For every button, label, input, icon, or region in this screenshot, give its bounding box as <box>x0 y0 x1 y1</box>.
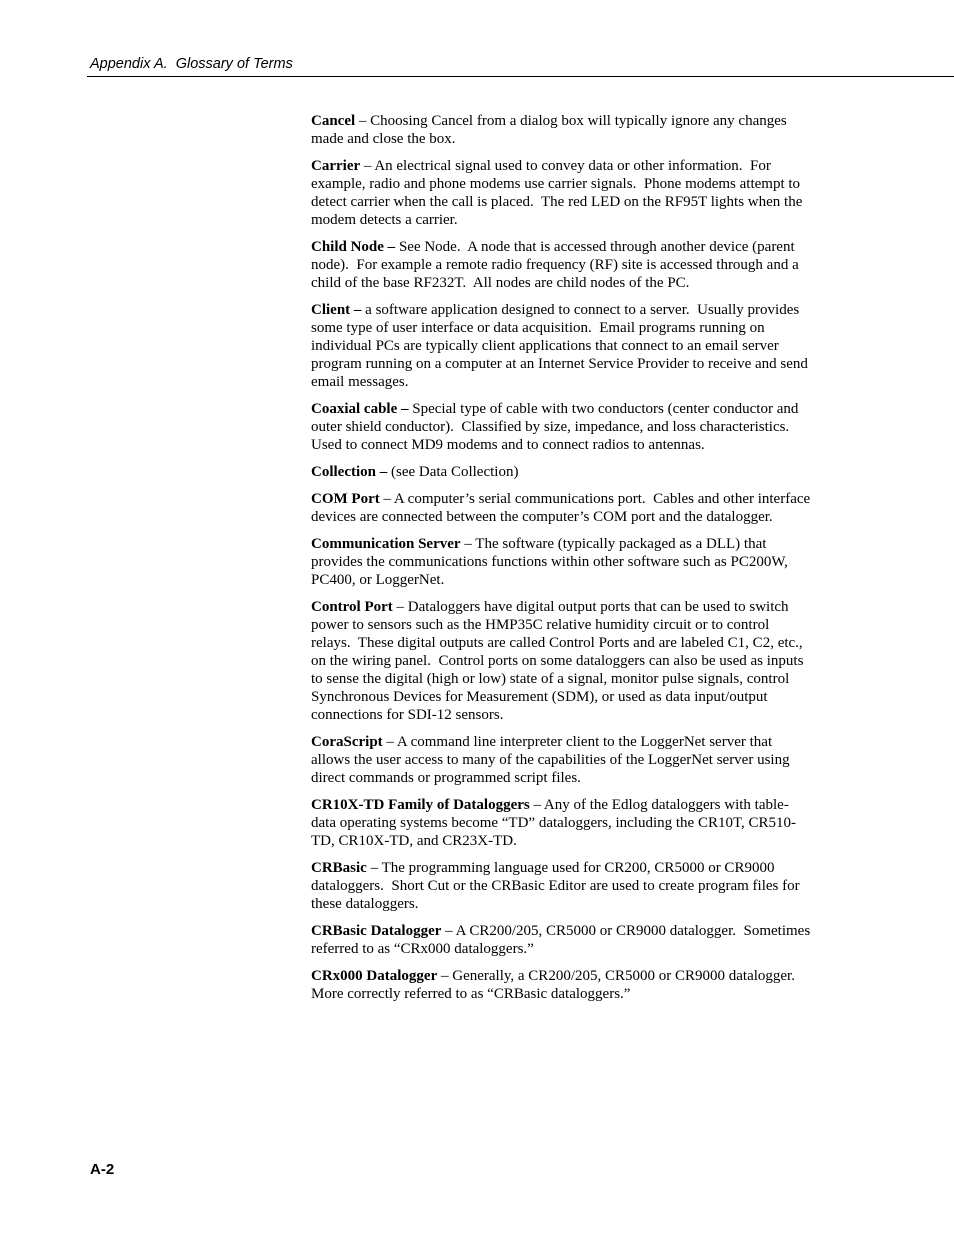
glossary-definition: – A computer’s serial communications port. Cables and other interface devices are connected between the computer’s COM port and the datalogger. <box>311 491 814 525</box>
glossary-definition: – Dataloggers have digital output ports that can be used to switch power to sensors such as the HMP35C relative humidity circuit or to control relays. These digital outputs are called Control Ports and are labeled C1, C2, etc., on the wiring panel. Control ports on some dataloggers can also be used as inputs to sense the digital (high or low) state of a signal, monitor pulse signals, control Synchronous Devices for Measurement (SDM), or used as data input/output connections for SDI-12 sensors. <box>311 599 808 723</box>
glossary-term: Control Port <box>311 599 393 615</box>
glossary-term: Coaxial cable – <box>311 401 409 417</box>
glossary-term: CRx000 Datalogger <box>311 968 438 984</box>
glossary-term: Carrier <box>311 158 361 174</box>
running-header: Appendix A. Glossary of Terms <box>90 56 293 72</box>
glossary-entry-corascript <box>311 733 811 787</box>
glossary-term: Collection – <box>311 464 388 480</box>
glossary-term: Client – <box>311 302 362 318</box>
glossary-entry-cancel <box>311 112 811 148</box>
glossary-definition: Special type of cable with two conductors (center conductor and outer shield conductor). Classified by size, impedance, and loss characteristics. Used to connect MD9 modems and to connect radios to antennas. <box>311 401 803 453</box>
glossary-definition: – An electrical signal used to convey data or other information. For example, radio and phone modems use carrier signals. Phone modems attempt to detect carrier when the call is placed. The red LED on the RF95T lights when the modem detects a carrier. <box>311 158 807 228</box>
page-number: A-2 <box>90 1161 115 1178</box>
glossary-definition: – A command line interpreter client to the LoggerNet server that allows the user access to many of the capabilities of the LoggerNet server using direct commands or programmed script files. <box>311 734 794 786</box>
glossary-definition: – Choosing Cancel from a dialog box will typically ignore any changes made and close the box. <box>311 113 791 147</box>
glossary-term: Child Node – <box>311 239 396 255</box>
header-rule <box>87 76 954 77</box>
glossary-term: CRBasic Datalogger <box>311 923 442 939</box>
glossary-definition: (see Data Collection) <box>387 464 519 480</box>
glossary-term: Cancel <box>311 113 356 129</box>
glossary-definition: See Node. A node that is accessed through another device (parent node). For example a remote radio frequency (RF) site is accessed through and a child of the base RF232T. All nodes are child nodes of the PC. <box>311 239 803 291</box>
glossary-entry-crbasic <box>311 859 811 913</box>
glossary-entry-com-port <box>311 490 814 526</box>
glossary-definition: – The software (typically packaged as a DLL) that provides the communications functions within other software such as PC200W, PC400, or LoggerNet. <box>311 536 792 588</box>
glossary-definition: a software application designed to connect to a server. Usually provides some type of user interface or data acquisition. Email programs running on individual PCs are typically client applications that connect to an email server program running on a computer at an Internet Service Provider to receive and send email messages. <box>311 302 812 390</box>
glossary-definition: – Any of the Edlog dataloggers with table-data operating systems become “TD” dataloggers, including the CR10T, CR510-TD, CR10X-TD, and CR23X-TD. <box>311 797 797 849</box>
glossary-entry-child-node <box>311 238 811 292</box>
glossary-entry-communication-server <box>311 535 811 589</box>
glossary-entry-crbasic-datalogger <box>311 922 814 958</box>
glossary-term: CoraScript <box>311 734 383 750</box>
glossary-entry-client <box>311 301 811 391</box>
glossary-entry-carrier <box>311 157 811 229</box>
glossary-term: CRBasic <box>311 860 367 876</box>
glossary-entry-control-port <box>311 598 811 724</box>
glossary-definition: – Generally, a CR200/205, CR5000 or CR9000 datalogger. More correctly referred to as “CRBasic dataloggers.” <box>311 968 803 1002</box>
glossary-entry-crx000-datalogger <box>311 967 811 1003</box>
glossary-definition: – The programming language used for CR200, CR5000 or CR9000 dataloggers. Short Cut or the CRBasic Editor are used to create program files for these dataloggers. <box>311 860 804 912</box>
glossary-entry-cr10x-td-family <box>311 796 811 850</box>
glossary-term: Communication Server <box>311 536 461 552</box>
glossary-term: COM Port <box>311 491 380 507</box>
glossary-entry-coaxial-cable <box>311 400 811 454</box>
glossary-entry-collection <box>311 463 811 481</box>
glossary-list <box>311 112 814 1012</box>
glossary-definition: – A CR200/205, CR5000 or CR9000 datalogger. Sometimes referred to as “CRx000 dataloggers.” <box>311 923 814 957</box>
glossary-term: CR10X-TD Family of Dataloggers <box>311 797 530 813</box>
